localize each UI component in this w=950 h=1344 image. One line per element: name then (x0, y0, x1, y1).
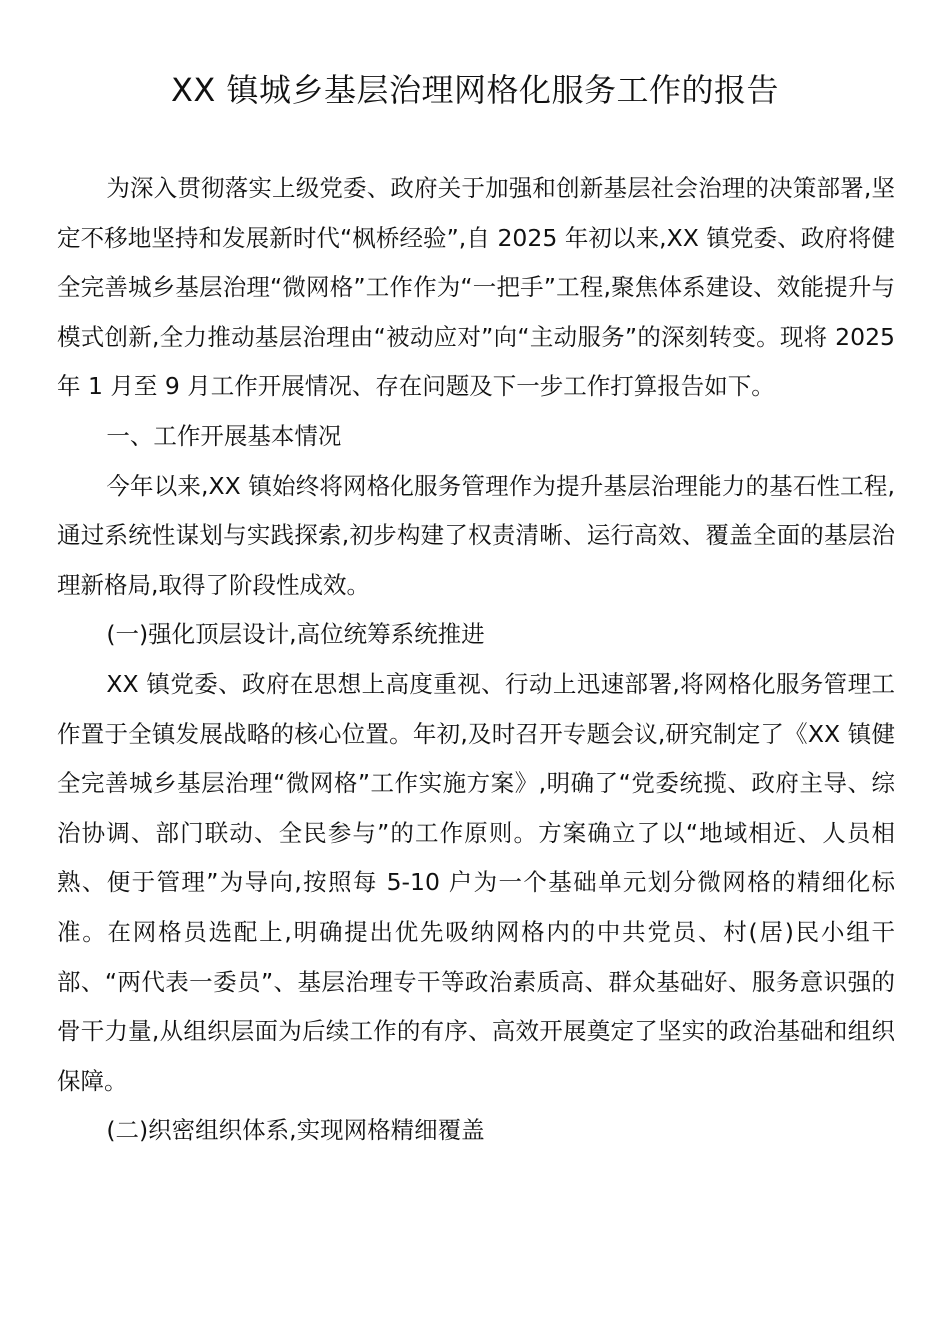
subsection-heading-1: (一)强化顶层设计,高位统筹系统推进 (106, 620, 485, 649)
subsection-heading-2: (二)织密组织体系,实现网格精细覆盖 (106, 1116, 485, 1145)
section-heading-1: 一、工作开展基本情况 (106, 421, 342, 450)
section-1-paragraph: 今年以来,XX 镇始终将网格化服务管理作为提升基层治理能力的基石性工程,通过系统性谋划与实践探索,初步构建了权责清晰、运行高效、覆盖全面的基层治理新格局,取得了阶段性成效。 (57, 471, 895, 599)
subsection-1-paragraph: XX 镇党委、政府在思想上高度重视、行动上迅速部署,将网格化服务管理工作置于全镇发展战略的核心位置。年初,及时召开专题会议,研究制定了《XX 镇健全完善城乡基层治理“微网格”工作实施方案》,明确了“党委统揽、政府主导、综治协调、部门联动、全民参与”的工作原则。方案确立了以“地域相近、人员相熟、便于管理”为导向,按照每 5-10 户为一个基础单元划分微网格的精细化标准。在网格员选配上,明确提出优先吸纳网格内的中共党员、村(居)民小组干部、“两代表一委员”、基层治理专干等政治素质高、群众基础好、服务意识强的骨干力量,从组织层面为后续工作的有序、高效开展奠定了坚实的政治基础和组织保障。 (57, 669, 895, 1095)
document-body (57, 164, 895, 1156)
intro-paragraph: 为深入贯彻落实上级党委、政府关于加强和创新基层社会治理的决策部署,坚定不移地坚持和发展新时代“枫桥经验”,自 2025 年初以来,XX 镇党委、政府将健全完善城乡基层治理“微网格”工作作为“一把手”工程,聚焦体系建设、效能提升与模式创新,全力推动基层治理由“被动应对”向“主动服务”的深刻转变。现将 2025 年 1 月至 9 月工作开展情况、存在问题及下一步工作打算报告如下。 (57, 174, 895, 401)
document-title: XX 镇城乡基层治理网格化服务工作的报告 (170, 71, 780, 109)
